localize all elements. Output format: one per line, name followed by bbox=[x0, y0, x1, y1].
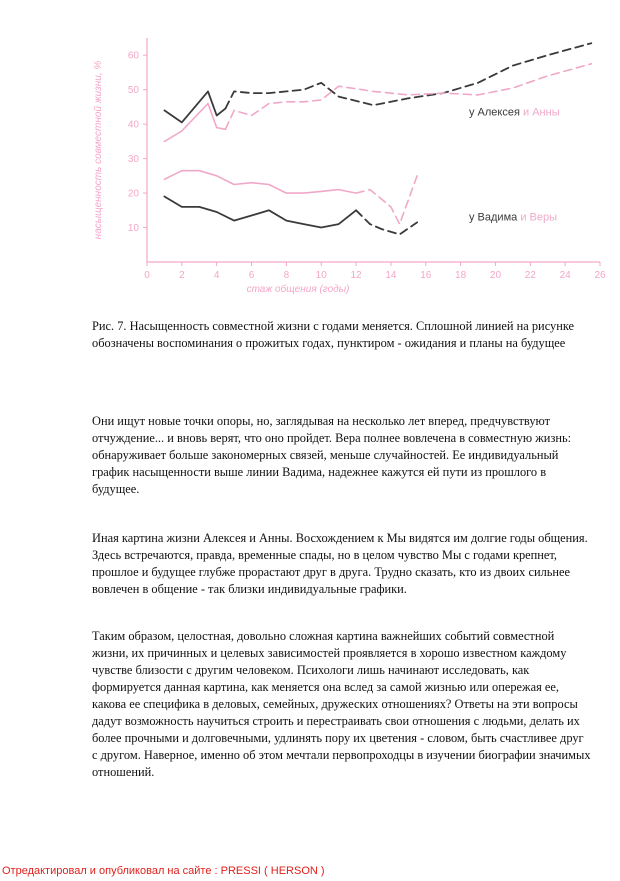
y-tick-label: 60 bbox=[127, 50, 139, 62]
y-tick-label: 50 bbox=[127, 85, 139, 97]
x-tick-label: 16 bbox=[420, 270, 432, 281]
y-tick-label: 30 bbox=[127, 154, 139, 166]
figure-caption: Рис. 7. Насыщенность совместной жизни с годами меняется. Сплошной линией на рисунке обозначены воспоминания о прожитых годах, пунктиром - ожидания и планы на будущее bbox=[92, 319, 575, 350]
series-label bbox=[469, 107, 560, 119]
series-label-part: и Веры bbox=[517, 211, 558, 224]
x-tick-label: 26 bbox=[594, 270, 606, 281]
series-label-part: у Вадима bbox=[469, 211, 518, 224]
series-label bbox=[469, 212, 557, 224]
series-line bbox=[164, 197, 356, 228]
satisfaction-chart bbox=[95, 30, 605, 300]
x-tick-label: 18 bbox=[455, 270, 467, 281]
paragraph-aleksey-anna: Иная картина жизни Алексея и Анны. Восхождением к Мы видятся им долгие годы общения. Здесь встречаются, правда, временные спады, но в целом чувство Мы с годами крепнет, прошлое и будущее глубже прорастают друг в друга. Трудно сказать, кто из двоих сильнее вовлечен в общение - так близки индивидуальные графики. bbox=[92, 531, 588, 596]
x-tick-label: 24 bbox=[559, 270, 571, 281]
series-line bbox=[164, 171, 356, 193]
y-tick-label: 10 bbox=[127, 223, 139, 235]
x-tick-label: 4 bbox=[213, 270, 220, 281]
y-tick-label: 20 bbox=[127, 188, 139, 200]
series-label-part: и Анны bbox=[519, 106, 560, 119]
x-tick-label: 0 bbox=[144, 270, 150, 281]
y-tick-label: 40 bbox=[127, 119, 139, 131]
series-line bbox=[225, 64, 591, 130]
footer-credit: Отредактировал и опубликовал на сайте : PRESSI ( HERSON ) bbox=[2, 865, 325, 877]
x-tick-label: 2 bbox=[179, 270, 185, 281]
y-axis-label: насыщенность совместной жизни, % bbox=[93, 60, 104, 240]
x-tick-label: 20 bbox=[489, 270, 502, 281]
x-tick-label: 12 bbox=[350, 270, 362, 281]
paragraph-vera-vadim: Они ищут новые точки опоры, но, заглядывая на несколько лет вперед, предчувствуют отчуждение... и вновь верят, что оно пройдет. Вера полнее вовлечена в совместную жизнь: обнаруживает больше закономерных связей, меньше случайностей. Ее индивидуальный график насыщенности выше линии Вадима, надежнее кажутся ей пути из прошлого в будущее. bbox=[92, 414, 572, 496]
x-tick-label: 14 bbox=[385, 270, 397, 281]
series-line bbox=[356, 176, 417, 224]
x-tick-label: 22 bbox=[524, 270, 536, 281]
x-axis-label: стаж общения (годы) bbox=[246, 284, 350, 295]
x-tick-label: 6 bbox=[248, 270, 255, 281]
series-line bbox=[225, 43, 591, 108]
x-tick-label: 10 bbox=[315, 270, 327, 281]
series-line bbox=[164, 104, 225, 142]
series-line bbox=[356, 210, 417, 234]
x-tick-label: 8 bbox=[283, 270, 290, 281]
paragraph-conclusion: Таким образом, целостная, довольно сложная картина важнейших событий совместной жизни, их причинных и целевых зависимостей проявляется в хорошо известном каждому чувстве близости с другим человеком. Психологи лишь начинают исследовать, как формируется данная картина, как меняется она вслед за самой жизнью или опережая ее, какова ее специфика в деловых, семейных, дружеских отношениях? Ответы на эти вопросы дадут возможность научиться строить и перестраивать свои отношения с людьми, делать их более прочными и долговечными, удлинять пору их цветения - словом, быть счастливее друг с другом. Наверное, именно об этом мечтали первопроходцы в изучении биографии значимых отношений. bbox=[92, 629, 591, 779]
series-label-part: у Алексея bbox=[469, 106, 520, 119]
